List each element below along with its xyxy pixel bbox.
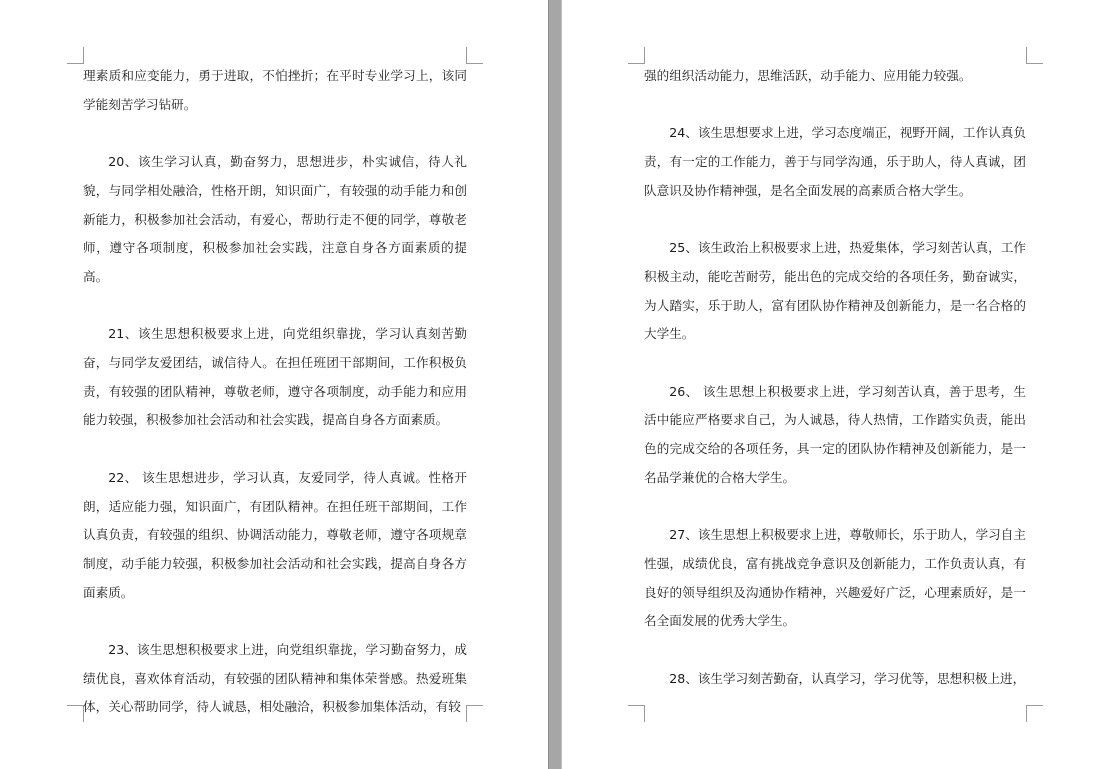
document-page-right bbox=[562, 0, 1107, 769]
paragraph: 20、该生学习认真，勤奋努力，思想进步，朴实诚信，待人礼貌，与同学相处融洽，性格开朗，知识面广，有较强的动手能力和创新能力，积极参加社会活动，有爱心，帮助行走不便的同学，尊敬老师，遵守各项制度，积极参加社会实践，注意自身各方面素质的提高。 bbox=[83, 154, 467, 284]
page-text-block bbox=[83, 62, 467, 722]
paragraph: 28、该生学习刻苦勤奋，认真学习，学习优等，思想积极上进， bbox=[669, 670, 1026, 686]
paragraph: 25、该生政治上积极要求上进，热爱集体，学习刻苦认真，工作积极主动，能吃苦耐劳，能出色的完成交给的各项任务，勤奋诚实，为人踏实，乐于助人，富有团队协作精神及创新能力，是一名合格的大学生。 bbox=[644, 240, 1026, 342]
page-text-block bbox=[644, 62, 1026, 693]
paragraph: 理素质和应变能力，勇于进取，不怕挫折；在平时专业学习上，该同学能刻苦学习钻研。 bbox=[83, 68, 467, 112]
margin-marker-bottom-right bbox=[466, 705, 483, 722]
paragraph: 强的组织活动能力，思维活跃，动手能力、应用能力较强。 bbox=[644, 68, 972, 83]
document-page-left bbox=[0, 0, 548, 769]
margin-marker-top-right bbox=[1026, 47, 1043, 64]
paragraph: 24、该生思想要求上进，学习态度端正，视野开阔，工作认真负责，有一定的工作能力，善于与同学沟通，乐于助人，待人真诚，团队意识及协作精神强，是名全面发展的高素质合格大学生。 bbox=[644, 125, 1026, 198]
paragraph: 27、该生思想上积极要求上进，尊敬师长，乐于助人，学习自主性强，成绩优良，富有挑战竞争意识及创新能力，工作负责认真，有良好的领导组织及沟通协作精神，兴趣爱好广泛，心理素质好，是一名全面发展的优秀大学生。 bbox=[644, 527, 1026, 629]
paragraph: 22、 该生思想进步，学习认真，友爱同学，待人真诚。性格开朗，适应能力强，知识面广，有团队精神。在担任班干部期间，工作认真负责，有较强的组织、协调活动能力，尊敬老师，遵守各项规章制度，动手能力较强，积极参加社会活动和社会实践，提高自身各方面素质。 bbox=[83, 469, 467, 600]
paragraph: 26、 该生思想上积极要求上进，学习刻苦认真，善于思考，生活中能应严格要求自己，为人诚恳，待人热情，工作踏实负责，能出色的完成交给的各项任务，具一定的团队协作精神及创新能力，是一名品学兼优的合格大学生。 bbox=[644, 383, 1026, 485]
margin-marker-bottom-left bbox=[67, 705, 84, 722]
margin-marker-top-right bbox=[466, 47, 483, 64]
page-gutter bbox=[548, 0, 562, 769]
paragraph: 23、该生思想积极要求上进，向党组织靠拢，学习勤奋努力，成绩优良，喜欢体育活动，有较强的团队精神和集体荣誉感。热爱班集体，关心帮助同学，待人诚恳，相处融洽，积极参加集体活动，有较 bbox=[83, 642, 467, 715]
margin-marker-bottom-right bbox=[1026, 705, 1043, 722]
margin-marker-bottom-left bbox=[628, 705, 645, 722]
margin-marker-top-left bbox=[628, 47, 645, 64]
paragraph: 21、该生思想积极要求上进，向党组织靠拢，学习认真刻苦勤奋，与同学友爱团结，诚信待人。在担任班团干部期间，工作积极负责，有较强的团队精神，尊敬老师，遵守各项制度，动手能力和应用能力较强，积极参加社会活动和社会实践，提高自身各方面素质。 bbox=[83, 326, 467, 428]
margin-marker-top-left bbox=[67, 47, 84, 64]
